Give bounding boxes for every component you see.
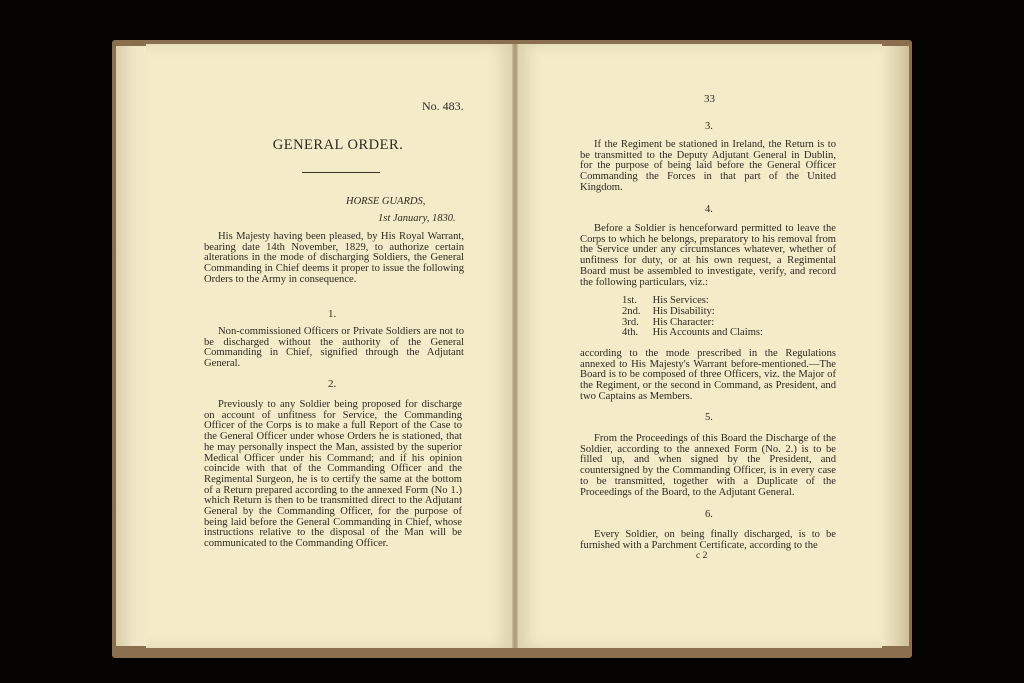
section-text-1: Non-commissioned Officers or Private Soldiers are not to be discharged without the authority of the General Commanding in Chief, signified through the Adjutant General. (204, 326, 464, 370)
left-page (146, 44, 512, 648)
particulars-list (622, 296, 763, 339)
section-text-2: Previously to any Soldier being proposed for discharge on account of unfitness for Service, the Commanding Officer of the Corps is to make a full Report of the Case to the General Officer under whose Orders he is stationed, that he may personally inspect the Man, assisted by the superior Medical Officer under his Command; and if his opinion coincide with that of the Commanding Officer and the Regimental Surgeon, he is to certify the same at the bottom of a Return prepared according to the annexed Form (No 1.) which Return is then to be transmitted direct to the Adjutant General by the Commanding Officer, for the purpose of being laid before the General Commanding in Chief, whose instructions relative to the disposal of the Man will be communicated to the Commanding Officer. (204, 399, 462, 550)
section-text-5: From the Proceedings of this Board the Discharge of the Soldier, according to the annexed Form (No. 2.) is to be filled up, and when signed by the President, and countersigned by the Commanding Officer, is in every case to be transmitted, together with a Duplicate of the Proceedings of the Board, to the Adjutant General. (580, 433, 836, 498)
section-number-5: 5. (705, 412, 713, 423)
page-title: GENERAL ORDER. (272, 137, 404, 153)
page-edges-right (880, 46, 909, 646)
after-list-paragraph: according to the mode prescribed in the Regulations annexed to His Majesty's Warrant before-mentioned.—The Board is to be composed of three Officers, viz. the Major of the Regiment, or the second in Command, as President, and two Captains as Members. (580, 348, 836, 402)
section-number-3: 3. (705, 121, 713, 132)
list-item: 3rd. His Character: (622, 316, 715, 328)
page-edges-left (116, 46, 147, 646)
place-heading: HORSE GUARDS, (346, 196, 426, 207)
section-text-4: Before a Soldier is henceforward permitted to leave the Corps to which he belongs, preparatory to his removal from the Service under any circumstances whatever, whether of unfitness for duty, or at his own request, a Regimental Board must be assembled to investigate, verify, and record the following particulars, viz.: (580, 223, 836, 288)
section-text-6: Every Soldier, on being finally discharged, is to be furnished with a Parchment Certificate, according to the (580, 529, 836, 551)
list-item: 1st. His Services: (622, 295, 709, 306)
signature-mark: c 2 (696, 551, 708, 561)
section-text-3: If the Regiment be stationed in Ireland, the Return is to be transmitted to the Deputy Adjutant General in Dublin, for the purpose of being laid before the General Officer Commanding the Forces in that part of the United Kingdom. (580, 139, 836, 193)
list-item: 4th. His Accounts and Claims: (622, 327, 764, 339)
order-date: 1st January, 1830. (378, 213, 456, 224)
title-rule (302, 172, 380, 173)
section-number-1: 1. (328, 308, 337, 320)
page-number: 33 (704, 93, 715, 105)
section-number-2: 2. (328, 378, 337, 390)
section-number-6: 6. (705, 509, 713, 520)
list-item: 2nd. His Disability: (622, 305, 715, 317)
order-number: No. 483. (422, 99, 464, 113)
right-page (518, 44, 882, 648)
section-number-4: 4. (705, 204, 713, 215)
intro-paragraph: His Majesty having been pleased, by His Royal Warrant, bearing date 14th November, 1829, to authorize certain alterations in the mode of discharging Soldiers, the General Commanding in Chief deems it proper to issue the following Orders to the Army in consequence. (204, 231, 464, 285)
